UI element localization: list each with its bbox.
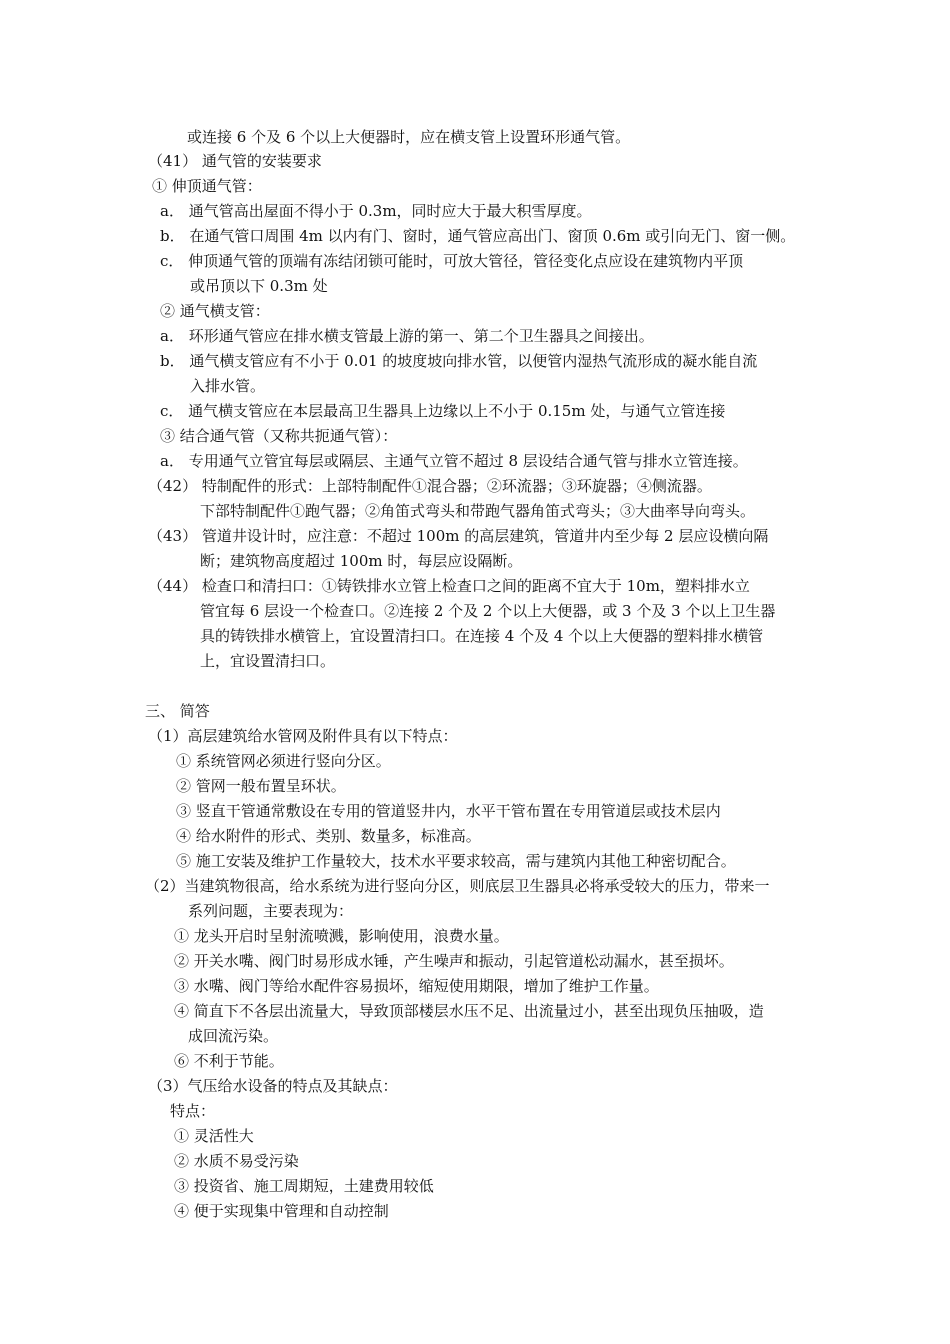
- question-heading: （1）高层建筑给水管网及附件具有以下特点：: [148, 727, 458, 745]
- text-line: 或吊顶以下 0.3m 处: [190, 277, 328, 295]
- question-heading: （2）当建筑物很高，给水系统为进行竖向分区，则底层卫生器具必将承受较大的压力，带来一: [145, 877, 770, 895]
- item-heading: （44） 检查口和清扫口：①铸铁排水立管上检查口之间的距离不宜大于 10m，塑料排水立: [148, 577, 750, 595]
- text-line: 系列问题，主要表现为：: [188, 902, 354, 920]
- section-heading: 三、 简答: [145, 702, 210, 720]
- text-line: b． 通气横支管应有不小于 0.01 的坡度坡向排水管，以便管内湿热气流形成的凝水能自流: [160, 352, 758, 370]
- list-item: ② 管网一般布置呈环状。: [176, 777, 346, 795]
- list-item: ① 系统管网必须进行竖向分区。: [176, 752, 391, 770]
- list-item: ① 灵活性大: [174, 1127, 254, 1145]
- list-item: ⑥ 不利于节能。: [174, 1052, 284, 1070]
- list-item: ④ 便于实现集中管理和自动控制: [174, 1202, 389, 1220]
- text-line: 具的铸铁排水横管上，宜设置清扫口。在连接 4 个及 4 个以上大便器的塑料排水横管: [200, 627, 764, 645]
- item-heading: （41） 通气管的安装要求: [148, 152, 322, 170]
- text-line: 下部特制配件①跑气器；②角笛式弯头和带跑气器角笛式弯头；③大曲率导向弯头。: [200, 502, 756, 520]
- list-item: ④ 给水附件的形式、类别、数量多，标准高。: [176, 827, 481, 845]
- list-item: ④ 简直下不各层出流量大，导致顶部楼层水压不足、出流量过小，甚至出现负压抽吸，造: [174, 1002, 764, 1020]
- list-item: ③ 竖直干管通常敷设在专用的管道竖井内，水平干管布置在专用管道层或技术层内: [176, 802, 721, 820]
- text-line: a． 专用通气立管宜每层或隔层、主通气立管不超过 8 层设结合通气管与排水立管连接。: [160, 452, 748, 470]
- subheading: ① 伸顶通气管：: [152, 177, 262, 195]
- text-line: 上，宜设置清扫口。: [200, 652, 336, 670]
- list-item: ⑤ 施工安装及维护工作量较大，技术水平要求较高，需与建筑内其他工种密切配合。: [176, 852, 736, 870]
- item-heading: （42） 特制配件的形式：上部特制配件①混合器；②环流器；③环旋器；④侧流器。: [148, 477, 712, 495]
- text-line: a． 通气管高出屋面不得小于 0.3m，同时应大于最大积雪厚度。: [160, 202, 592, 220]
- list-item: ① 龙头开启时呈射流喷溅，影响使用，浪费水量。: [174, 927, 509, 945]
- text-line: 管宜每 6 层设一个检查口。②连接 2 个及 2 个以上大便器，或 3 个及 3 个以上卫生器: [200, 602, 776, 620]
- subheading: ② 通气横支管：: [160, 302, 270, 320]
- text-line: c． 通气横支管应在本层最高卫生器具上边缘以上不小于 0.15m 处，与通气立管连接: [160, 402, 726, 420]
- text-line: 成回流污染。: [188, 1027, 279, 1045]
- subheading: 特点：: [170, 1102, 216, 1120]
- list-item: ② 水质不易受污染: [174, 1152, 299, 1170]
- subheading: ③ 结合通气管（又称共扼通气管）：: [160, 427, 398, 445]
- item-heading: （43） 管道井设计时，应注意：不超过 100m 的高层建筑，管道井内至少每 2 层应设横向隔: [148, 527, 769, 545]
- question-heading: （3）气压给水设备的特点及其缺点：: [148, 1077, 398, 1095]
- text-line: b． 在通气管口周围 4m 以内有门、窗时，通气管应高出门、窗顶 0.6m 或引向无门、窗一侧。: [160, 227, 796, 245]
- text-line: 或连接 6 个及 6 个以上大便器时，应在横支管上设置环形通气管。: [187, 128, 631, 146]
- text-line: a． 环形通气管应在排水横支管最上游的第一、第二个卫生器具之间接出。: [160, 327, 654, 345]
- text-line: c． 伸顶通气管的顶端有冻结闭锁可能时，可放大管径，管径变化点应设在建筑物内平顶: [160, 252, 744, 270]
- list-item: ③ 投资省、施工周期短，土建费用较低: [174, 1177, 434, 1195]
- list-item: ② 开关水嘴、阀门时易形成水锤，产生噪声和振动，引起管道松动漏水，甚至损坏。: [174, 952, 734, 970]
- text-line: 入排水管。: [190, 377, 266, 395]
- list-item: ③ 水嘴、阀门等给水配件容易损坏，缩短使用期限，增加了维护工作量。: [174, 977, 659, 995]
- text-line: 断；建筑物高度超过 100m 时，每层应设隔断。: [200, 552, 523, 570]
